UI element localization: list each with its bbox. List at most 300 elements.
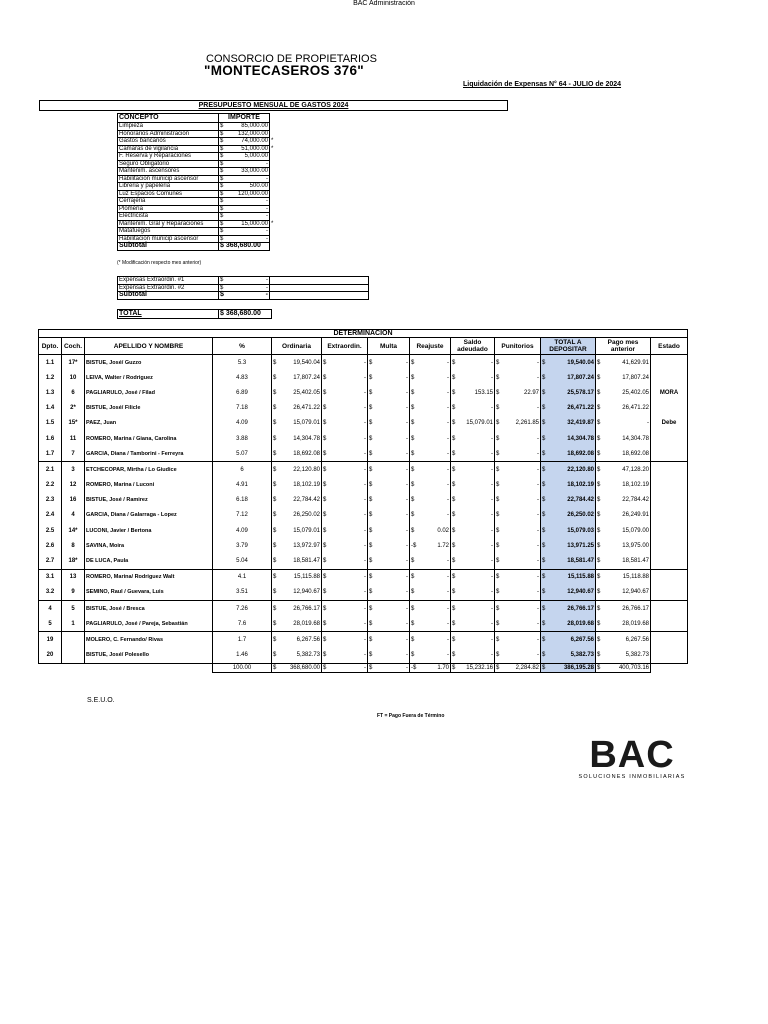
col-total: TOTAL A DEPOSITAR — [541, 338, 596, 355]
budget-header-importe: IMPORTE — [219, 114, 270, 123]
row-punitorios-currency: $ — [495, 493, 504, 508]
totals-saldo: 15,232.16 — [459, 663, 495, 672]
row-reajuste-currency: $ — [410, 431, 419, 446]
budget-mark — [270, 198, 369, 206]
budget-currency: $ — [219, 183, 228, 191]
totals-punitorios: 2,284.82 — [503, 663, 541, 672]
row-pct: 5.3 — [213, 355, 272, 371]
row-multa: - — [376, 601, 410, 617]
row-anterior-currency: $ — [596, 601, 605, 617]
row-pct: 6.18 — [213, 493, 272, 508]
row-punitorios-currency: $ — [495, 632, 504, 648]
logo-text: BAC — [589, 737, 675, 776]
row-dpto: 3.1 — [39, 569, 62, 585]
row-dpto: 1.7 — [39, 446, 62, 462]
row-punitorios-currency: $ — [495, 648, 504, 664]
row-nombre: DE LUCA, Paula — [85, 553, 213, 569]
row-reajuste: - — [418, 416, 451, 431]
row-saldo: - — [459, 493, 495, 508]
row-anterior: 22,784.42 — [604, 493, 651, 508]
row-coch — [62, 648, 85, 664]
row-dpto: 2.3 — [39, 493, 62, 508]
row-dpto: 2.1 — [39, 462, 62, 478]
row-total: 22,784.42 — [549, 493, 596, 508]
row-nombre: ETCHECOPAR, Mirtha / Lo Giudice — [85, 462, 213, 478]
row-reajuste-currency: $ — [410, 478, 419, 493]
budget-row — [118, 175, 369, 183]
budget-currency: $ — [219, 145, 228, 153]
budget-importe: - — [227, 205, 270, 213]
row-saldo-currency: $ — [451, 446, 460, 462]
col-saldo: Saldo adeudado — [451, 338, 495, 355]
table-row — [39, 493, 688, 508]
table-row — [39, 355, 688, 371]
row-reajuste: - — [418, 648, 451, 664]
row-ordinaria: 26,766.17 — [280, 601, 322, 617]
extra-subtotal-value: - — [227, 292, 270, 300]
row-reajuste: - — [418, 601, 451, 617]
row-reajuste: - — [418, 569, 451, 585]
row-estado — [651, 493, 688, 508]
row-multa-currency: $ — [368, 493, 377, 508]
row-multa: - — [376, 355, 410, 371]
row-estado — [651, 523, 688, 538]
row-ordinaria: 26,471.22 — [280, 401, 322, 416]
row-anterior-currency: $ — [596, 523, 605, 538]
row-saldo-currency: $ — [451, 493, 460, 508]
row-reajuste: - — [418, 355, 451, 371]
row-anterior-currency: $ — [596, 493, 605, 508]
row-pct: 4.1 — [213, 569, 272, 585]
row-reajuste: - — [418, 431, 451, 446]
row-reajuste-currency: $ — [410, 601, 419, 617]
row-dpto: 2.6 — [39, 538, 62, 553]
row-total-currency: $ — [541, 648, 550, 664]
row-punitorios-currency: $ — [495, 355, 504, 371]
row-extraordin-currency: $ — [322, 462, 331, 478]
row-extraordin: - — [330, 632, 368, 648]
totals-pct: 100.00 — [213, 663, 272, 672]
row-anterior: 14,304.78 — [604, 431, 651, 446]
row-punitorios: 2,261.85 — [503, 416, 541, 431]
extra-spacer — [270, 284, 369, 292]
row-reajuste-currency: $ — [410, 401, 419, 416]
row-extraordin-currency: $ — [322, 446, 331, 462]
row-saldo-currency: $ — [451, 431, 460, 446]
row-coch: 4 — [62, 508, 85, 523]
row-multa-currency: $ — [368, 616, 377, 632]
row-pct: 4.91 — [213, 478, 272, 493]
row-multa-currency: $ — [368, 632, 377, 648]
budget-row — [118, 168, 369, 176]
budget-row — [118, 153, 369, 161]
row-saldo: - — [459, 632, 495, 648]
row-extraordin: - — [330, 462, 368, 478]
row-multa: - — [376, 585, 410, 601]
row-total-currency: $ — [541, 416, 550, 431]
table-row — [39, 385, 688, 400]
row-multa: - — [376, 370, 410, 385]
row-total-currency: $ — [541, 478, 550, 493]
row-punitorios: - — [503, 585, 541, 601]
row-nombre: BISTUE, José/ Polesello — [85, 648, 213, 664]
budget-row — [118, 190, 369, 198]
row-saldo: - — [459, 508, 495, 523]
row-anterior: 18,692.08 — [604, 446, 651, 462]
row-coch: 14* — [62, 523, 85, 538]
totals-row — [39, 663, 688, 672]
budget-currency: $ — [219, 175, 228, 183]
budget-currency: $ — [219, 220, 228, 228]
row-reajuste-currency: $ — [410, 648, 419, 664]
totals-multa: - — [376, 663, 410, 672]
row-coch: 16 — [62, 493, 85, 508]
col-multa: Multa — [368, 338, 410, 355]
row-saldo: - — [459, 355, 495, 371]
row-nombre: PAEZ, Juan — [85, 416, 213, 431]
row-saldo: - — [459, 538, 495, 553]
row-reajuste: - — [418, 632, 451, 648]
row-reajuste-currency: $ — [410, 585, 419, 601]
row-saldo: - — [459, 462, 495, 478]
row-pct: 3.51 — [213, 585, 272, 601]
row-estado: MORA — [651, 385, 688, 400]
seuo-label: S.E.U.O. — [87, 697, 115, 704]
row-estado — [651, 601, 688, 617]
row-total-currency: $ — [541, 585, 550, 601]
row-extraordin-currency: $ — [322, 538, 331, 553]
extra-concepto: Expensas Extraordin. #1 — [118, 277, 219, 285]
row-saldo: - — [459, 446, 495, 462]
row-ordinaria-currency: $ — [272, 355, 281, 371]
row-anterior-currency: $ — [596, 585, 605, 601]
row-total-currency: $ — [541, 523, 550, 538]
row-punitorios-currency: $ — [495, 585, 504, 601]
row-multa-currency: $ — [368, 431, 377, 446]
row-pct: 6 — [213, 462, 272, 478]
row-multa-currency: $ — [368, 478, 377, 493]
row-reajuste-currency: $ — [410, 446, 419, 462]
liquidacion-label: Liquidación de Expensas N° 64 - JULIO de 2024 — [463, 81, 622, 88]
budget-header-concepto: CONCEPTO — [118, 114, 219, 123]
budget-mark — [270, 213, 369, 221]
row-punitorios-currency: $ — [495, 553, 504, 569]
totals-ordinaria-currency: $ — [272, 663, 281, 672]
row-saldo: - — [459, 370, 495, 385]
extra-importe: - — [227, 284, 270, 292]
row-saldo: - — [459, 569, 495, 585]
determinacion-table — [38, 329, 688, 673]
budget-subtotal-spacer — [270, 243, 369, 251]
table-row — [39, 401, 688, 416]
row-ordinaria-currency: $ — [272, 601, 281, 617]
row-coch — [62, 632, 85, 648]
row-extraordin-currency: $ — [322, 385, 331, 400]
budget-importe: - — [227, 175, 270, 183]
row-total-currency: $ — [541, 601, 550, 617]
total-table — [117, 309, 272, 319]
row-ordinaria: 18,102.19 — [280, 478, 322, 493]
row-multa-currency: $ — [368, 462, 377, 478]
row-punitorios: - — [503, 446, 541, 462]
row-saldo-currency: $ — [451, 648, 460, 664]
row-coch: 15* — [62, 416, 85, 431]
row-estado — [651, 462, 688, 478]
row-anterior-currency: $ — [596, 478, 605, 493]
row-punitorios: - — [503, 401, 541, 416]
row-punitorios-currency: $ — [495, 616, 504, 632]
row-extraordin-currency: $ — [322, 632, 331, 648]
consorcio-label: CONSORCIO DE PROPIETARIOS — [206, 53, 377, 65]
row-pct: 3.79 — [213, 538, 272, 553]
row-total-currency: $ — [541, 401, 550, 416]
row-anterior-currency: $ — [596, 569, 605, 585]
row-saldo: - — [459, 523, 495, 538]
budget-subtotal-label: Subtotal — [118, 243, 219, 251]
row-extraordin: - — [330, 648, 368, 664]
extra-concepto: Expensas Extraordin. #2 — [118, 284, 219, 292]
row-ordinaria-currency: $ — [272, 616, 281, 632]
budget-concepto: Honorarios Administración — [118, 130, 219, 138]
row-ordinaria: 15,079.01 — [280, 523, 322, 538]
row-total-currency: $ — [541, 616, 550, 632]
row-extraordin-currency: $ — [322, 493, 331, 508]
extra-currency: $ — [219, 277, 228, 285]
table-row — [39, 616, 688, 632]
row-punitorios: - — [503, 569, 541, 585]
row-multa-currency: $ — [368, 538, 377, 553]
budget-importe: 500.00 — [227, 183, 270, 191]
budget-row — [118, 160, 369, 168]
row-nombre: LEIVA, Walter / Rodriguez — [85, 370, 213, 385]
row-total: 13,971.25 — [549, 538, 596, 553]
row-anterior-currency: $ — [596, 355, 605, 371]
col-extraordin: Extraordin. — [322, 338, 368, 355]
row-ordinaria: 19,540.04 — [280, 355, 322, 371]
row-ordinaria: 26,250.02 — [280, 508, 322, 523]
row-total: 28,019.68 — [549, 616, 596, 632]
row-reajuste: - — [418, 401, 451, 416]
row-saldo: - — [459, 431, 495, 446]
row-estado — [651, 553, 688, 569]
row-extraordin: - — [330, 370, 368, 385]
budget-currency: $ — [219, 190, 228, 198]
budget-importe: 33,000.00 — [227, 168, 270, 176]
extra-table — [117, 276, 369, 300]
row-extraordin-currency: $ — [322, 648, 331, 664]
row-reajuste: - — [418, 478, 451, 493]
row-extraordin-currency: $ — [322, 370, 331, 385]
budget-row — [118, 138, 369, 146]
budget-importe: 74,000.00 — [227, 138, 270, 146]
row-total: 18,692.08 — [549, 446, 596, 462]
budget-concepto: Habilitacion municip ascensor — [118, 175, 219, 183]
determinacion-title: DETERMINACION — [39, 330, 688, 338]
row-dpto: 2.4 — [39, 508, 62, 523]
budget-row — [118, 205, 369, 213]
row-coch: 12 — [62, 478, 85, 493]
row-punitorios-currency: $ — [495, 538, 504, 553]
row-reajuste-currency: -$ — [410, 538, 419, 553]
row-multa-currency: $ — [368, 370, 377, 385]
row-multa-currency: $ — [368, 523, 377, 538]
row-anterior-currency: $ — [596, 462, 605, 478]
row-ordinaria-currency: $ — [272, 523, 281, 538]
row-ordinaria: 17,807.24 — [280, 370, 322, 385]
budget-row — [118, 228, 369, 236]
totals-punitorios-currency: $ — [495, 663, 504, 672]
row-nombre: BISTUE, José / Bresca — [85, 601, 213, 617]
extra-row — [118, 277, 369, 285]
budget-currency: $ — [219, 198, 228, 206]
table-row — [39, 585, 688, 601]
row-anterior-currency: $ — [596, 416, 605, 431]
budget-concepto: Libreria y papeleria — [118, 183, 219, 191]
row-total-currency: $ — [541, 493, 550, 508]
table-row — [39, 632, 688, 648]
row-nombre: ROMERO, Marina/ Rodriguez Walt — [85, 569, 213, 585]
totals-spacer — [39, 663, 213, 672]
table-row — [39, 431, 688, 446]
budget-importe: - — [227, 213, 270, 221]
row-extraordin-currency: $ — [322, 569, 331, 585]
row-dpto: 2.2 — [39, 478, 62, 493]
ft-legend: FT = Pago Fuera de Término — [377, 713, 445, 719]
row-multa-currency: $ — [368, 553, 377, 569]
row-punitorios-currency: $ — [495, 370, 504, 385]
row-dpto: 19 — [39, 632, 62, 648]
row-punitorios-currency: $ — [495, 478, 504, 493]
row-multa: - — [376, 632, 410, 648]
row-anterior: 18,102.19 — [604, 478, 651, 493]
row-pct: 3.88 — [213, 431, 272, 446]
row-multa: - — [376, 553, 410, 569]
row-reajuste: 0.02 — [418, 523, 451, 538]
row-anterior: 28,019.68 — [604, 616, 651, 632]
budget-currency: $ — [219, 168, 228, 176]
row-multa: - — [376, 508, 410, 523]
budget-mark — [270, 183, 369, 191]
budget-row — [118, 183, 369, 191]
row-multa: - — [376, 493, 410, 508]
budget-importe: 15,000.00 — [227, 220, 270, 228]
row-anterior-currency: $ — [596, 401, 605, 416]
row-ordinaria: 22,120.80 — [280, 462, 322, 478]
row-reajuste-currency: $ — [410, 370, 419, 385]
budget-concepto: Mantenim. ascensores — [118, 168, 219, 176]
row-multa-currency: $ — [368, 508, 377, 523]
budget-subtotal-row — [118, 243, 369, 251]
row-reajuste: 1.72 — [418, 538, 451, 553]
row-pct: 5.04 — [213, 553, 272, 569]
budget-currency: $ — [219, 160, 228, 168]
budget-row — [118, 123, 369, 131]
extra-subtotal-label: Subtotal — [118, 292, 219, 300]
row-saldo-currency: $ — [451, 508, 460, 523]
row-saldo-currency: $ — [451, 370, 460, 385]
budget-currency: $ — [219, 228, 228, 236]
row-dpto: 1.6 — [39, 431, 62, 446]
row-reajuste-currency: $ — [410, 616, 419, 632]
row-coch: 5 — [62, 601, 85, 617]
row-extraordin: - — [330, 355, 368, 371]
row-coch: 10 — [62, 370, 85, 385]
row-ordinaria: 14,304.78 — [280, 431, 322, 446]
extra-currency: $ — [219, 284, 228, 292]
row-ordinaria-currency: $ — [272, 370, 281, 385]
totals-extraordin: - — [330, 663, 368, 672]
row-punitorios: - — [503, 538, 541, 553]
row-pct: 6.89 — [213, 385, 272, 400]
table-row — [39, 553, 688, 569]
budget-mark: * — [271, 138, 274, 144]
row-multa-currency: $ — [368, 401, 377, 416]
row-saldo-currency: $ — [451, 478, 460, 493]
budget-importe: - — [227, 228, 270, 236]
row-nombre: SEMINO, Raul / Guevara, Luis — [85, 585, 213, 601]
row-ordinaria-currency: $ — [272, 569, 281, 585]
row-saldo-currency: $ — [451, 569, 460, 585]
budget-currency: $ — [219, 123, 228, 131]
row-saldo: - — [459, 601, 495, 617]
budget-row — [118, 198, 369, 206]
row-punitorios: - — [503, 431, 541, 446]
budget-mark — [270, 153, 369, 161]
budget-concepto: Seguro Obligatorio — [118, 160, 219, 168]
budget-mark — [270, 168, 369, 176]
row-extraordin: - — [330, 601, 368, 617]
row-coch: 1 — [62, 616, 85, 632]
row-multa-currency: $ — [368, 569, 377, 585]
row-nombre: LUCONI, Javier / Bertona — [85, 523, 213, 538]
col-pct: % — [213, 338, 272, 355]
row-ordinaria-currency: $ — [272, 538, 281, 553]
row-ordinaria: 18,692.08 — [280, 446, 322, 462]
row-anterior: 18,581.47 — [604, 553, 651, 569]
row-punitorios-currency: $ — [495, 508, 504, 523]
budget-importe: 51,000.00 — [227, 145, 270, 153]
row-reajuste-currency: $ — [410, 355, 419, 371]
row-multa: - — [376, 385, 410, 400]
row-extraordin: - — [330, 493, 368, 508]
logo-subtitle: SOLUCIONES INMOBILIARIAS — [578, 774, 686, 780]
row-dpto: 1.1 — [39, 355, 62, 371]
row-total-currency: $ — [541, 569, 550, 585]
row-ordinaria-currency: $ — [272, 493, 281, 508]
row-anterior: 26,766.17 — [604, 601, 651, 617]
row-reajuste: - — [418, 446, 451, 462]
row-total: 26,250.02 — [549, 508, 596, 523]
row-multa: - — [376, 431, 410, 446]
table-row — [39, 508, 688, 523]
row-coch: 9 — [62, 585, 85, 601]
row-extraordin-currency: $ — [322, 616, 331, 632]
extra-spacer — [270, 277, 369, 285]
totals-multa-currency: $ — [368, 663, 377, 672]
row-ordinaria-currency: $ — [272, 478, 281, 493]
row-saldo: - — [459, 553, 495, 569]
table-row — [39, 538, 688, 553]
row-total-currency: $ — [541, 538, 550, 553]
row-anterior: 13,975.00 — [604, 538, 651, 553]
row-ordinaria-currency: $ — [272, 401, 281, 416]
row-multa: - — [376, 478, 410, 493]
row-total-currency: $ — [541, 370, 550, 385]
row-anterior: 6,267.56 — [604, 632, 651, 648]
table-row — [39, 416, 688, 431]
row-ordinaria: 5,382.73 — [280, 648, 322, 664]
row-estado — [651, 370, 688, 385]
